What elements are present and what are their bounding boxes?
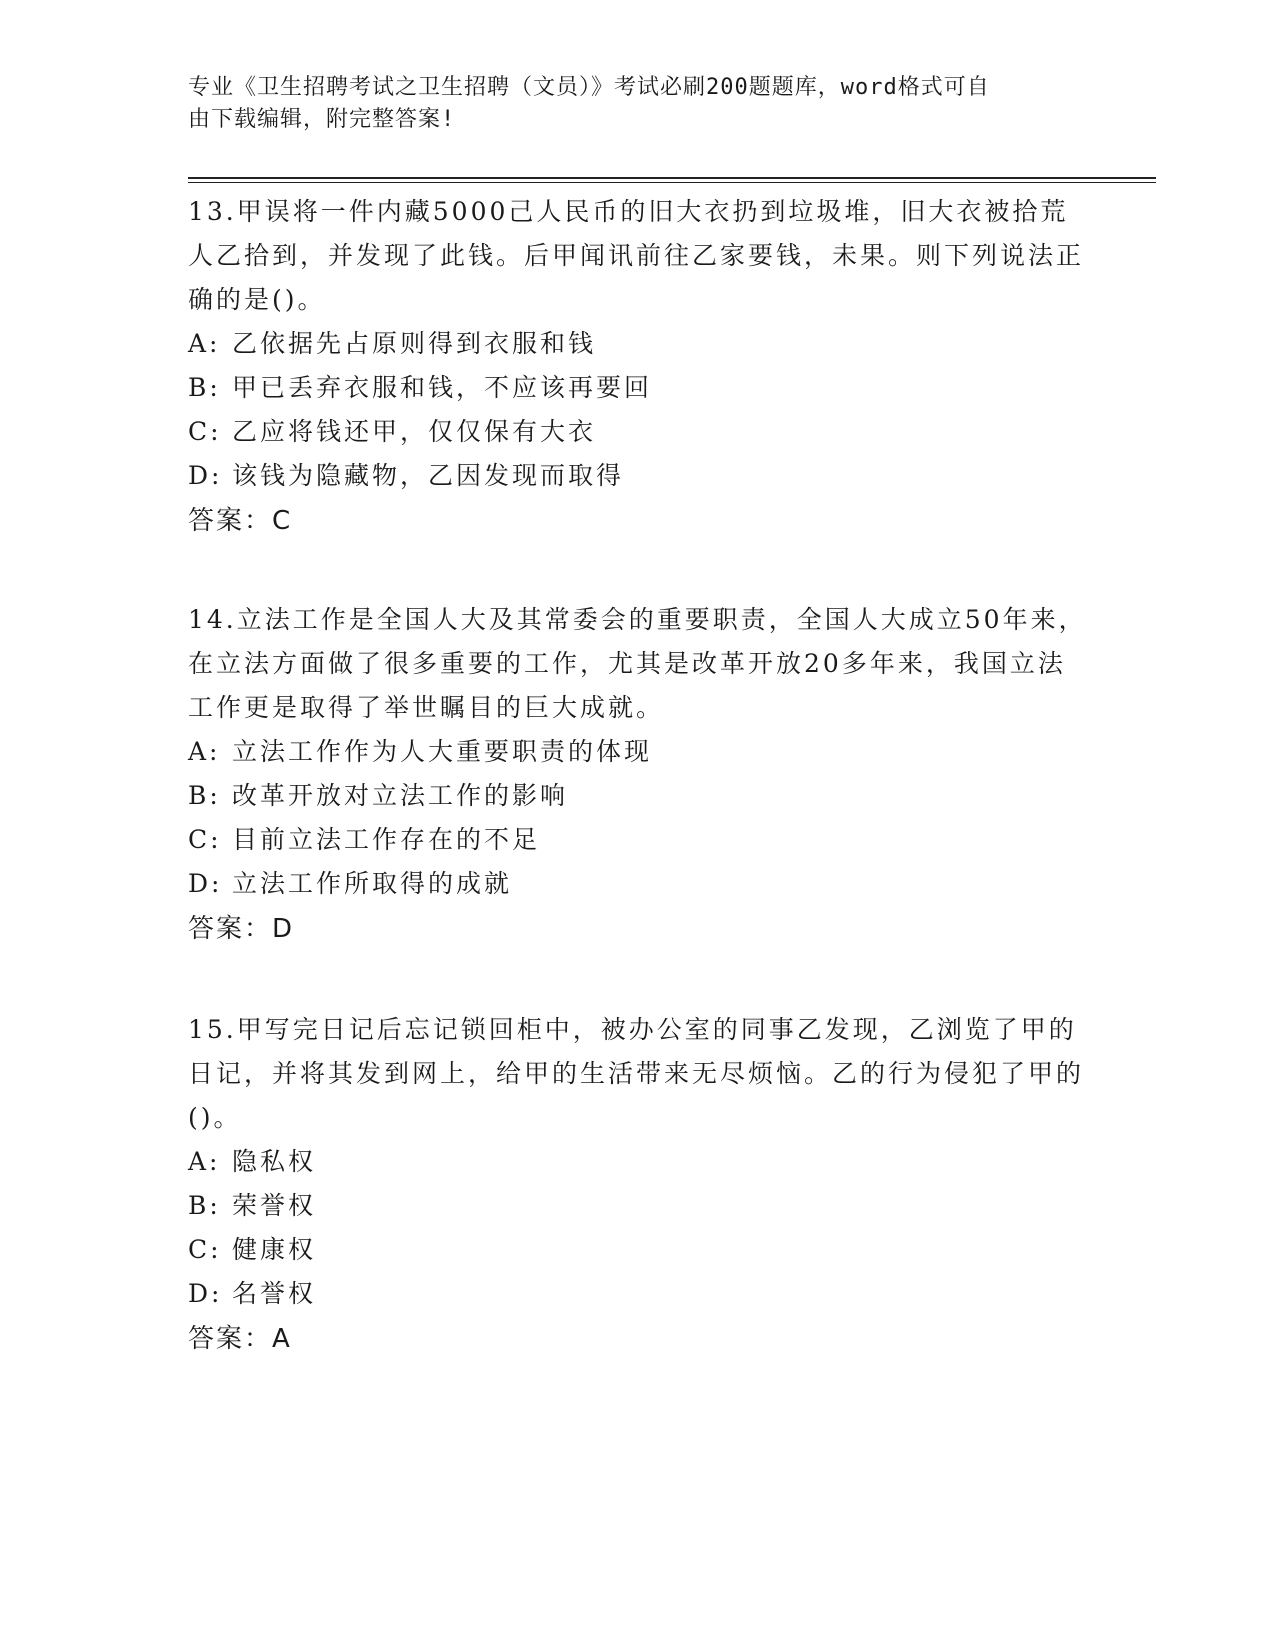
question-stem: 14.立法工作是全国人大及其常委会的重要职责，全国人大成立50年来，在立法方面做了很多重要的工作，尤其是改革开放20多年来，我国立法工作更是取得了举世瞩目的巨大成就。 xyxy=(188,605,1087,722)
answer-line: 答案：D xyxy=(188,914,295,944)
option-key: B: xyxy=(188,373,221,402)
option-text: 荣誉权 xyxy=(232,1191,317,1220)
option-text: 目前立法工作存在的不足 xyxy=(232,825,541,854)
option-key: D: xyxy=(188,1279,223,1308)
header-divider-thin xyxy=(188,182,1156,183)
option-key: B: xyxy=(188,1191,221,1220)
option-key: C: xyxy=(188,417,222,446)
option-key: B: xyxy=(188,781,221,810)
option-a xyxy=(188,1140,1088,1184)
option-key: D: xyxy=(188,869,223,898)
option-text: 乙依据先占原则得到衣服和钱 xyxy=(232,329,597,358)
question-stem: 15.甲写完日记后忘记锁回柜中，被办公室的同事乙发现，乙浏览了甲的日记，并将其发到网上，给甲的生活带来无尽烦恼。乙的行为侵犯了甲的()。 xyxy=(188,1015,1085,1132)
option-a xyxy=(188,730,1088,774)
option-b xyxy=(188,774,1088,818)
option-b xyxy=(188,366,1088,410)
option-text: 乙应将钱还甲，仅仅保有大衣 xyxy=(232,417,597,446)
question-stem: 13.甲误将一件内藏5000己人民币的旧大衣扔到垃圾堆，旧大衣被拾荒人乙拾到，并发现了此钱。后甲闻讯前往乙家要钱，未果。则下列说法正确的是()。 xyxy=(188,197,1085,314)
question-13 xyxy=(188,190,1088,544)
question-15 xyxy=(188,1008,1088,1362)
option-text: 名誉权 xyxy=(232,1279,317,1308)
option-text: 该钱为隐藏物，乙因发现而取得 xyxy=(232,461,625,490)
option-a xyxy=(188,322,1088,366)
header-line-2: 由下载编辑，附完整答案! xyxy=(188,107,456,132)
option-d xyxy=(188,1272,1088,1316)
document-header xyxy=(188,72,1068,136)
option-c xyxy=(188,1228,1088,1272)
option-key: A: xyxy=(188,737,221,766)
option-d xyxy=(188,862,1088,906)
header-divider-thick xyxy=(188,177,1156,179)
option-text: 改革开放对立法工作的影响 xyxy=(232,781,569,810)
option-text: 隐私权 xyxy=(232,1147,317,1176)
option-text: 立法工作作为人大重要职责的体现 xyxy=(232,737,653,766)
option-d xyxy=(188,454,1088,498)
option-key: A: xyxy=(188,1147,221,1176)
option-text: 甲已丢弃衣服和钱，不应该再要回 xyxy=(232,373,653,402)
answer-line: 答案：A xyxy=(188,1324,292,1354)
option-c xyxy=(188,410,1088,454)
option-key: A: xyxy=(188,329,221,358)
option-text: 健康权 xyxy=(232,1235,317,1264)
header-line-1: 专业《卫生招聘考试之卫生招聘（文员）》考试必刷200题题库，word格式可自 xyxy=(188,75,990,100)
option-text: 立法工作所取得的成就 xyxy=(232,869,513,898)
option-c xyxy=(188,818,1088,862)
option-b xyxy=(188,1184,1088,1228)
option-key: C: xyxy=(188,1235,222,1264)
option-key: C: xyxy=(188,825,222,854)
question-14 xyxy=(188,598,1088,952)
option-key: D: xyxy=(188,461,223,490)
answer-line: 答案：C xyxy=(188,506,293,536)
